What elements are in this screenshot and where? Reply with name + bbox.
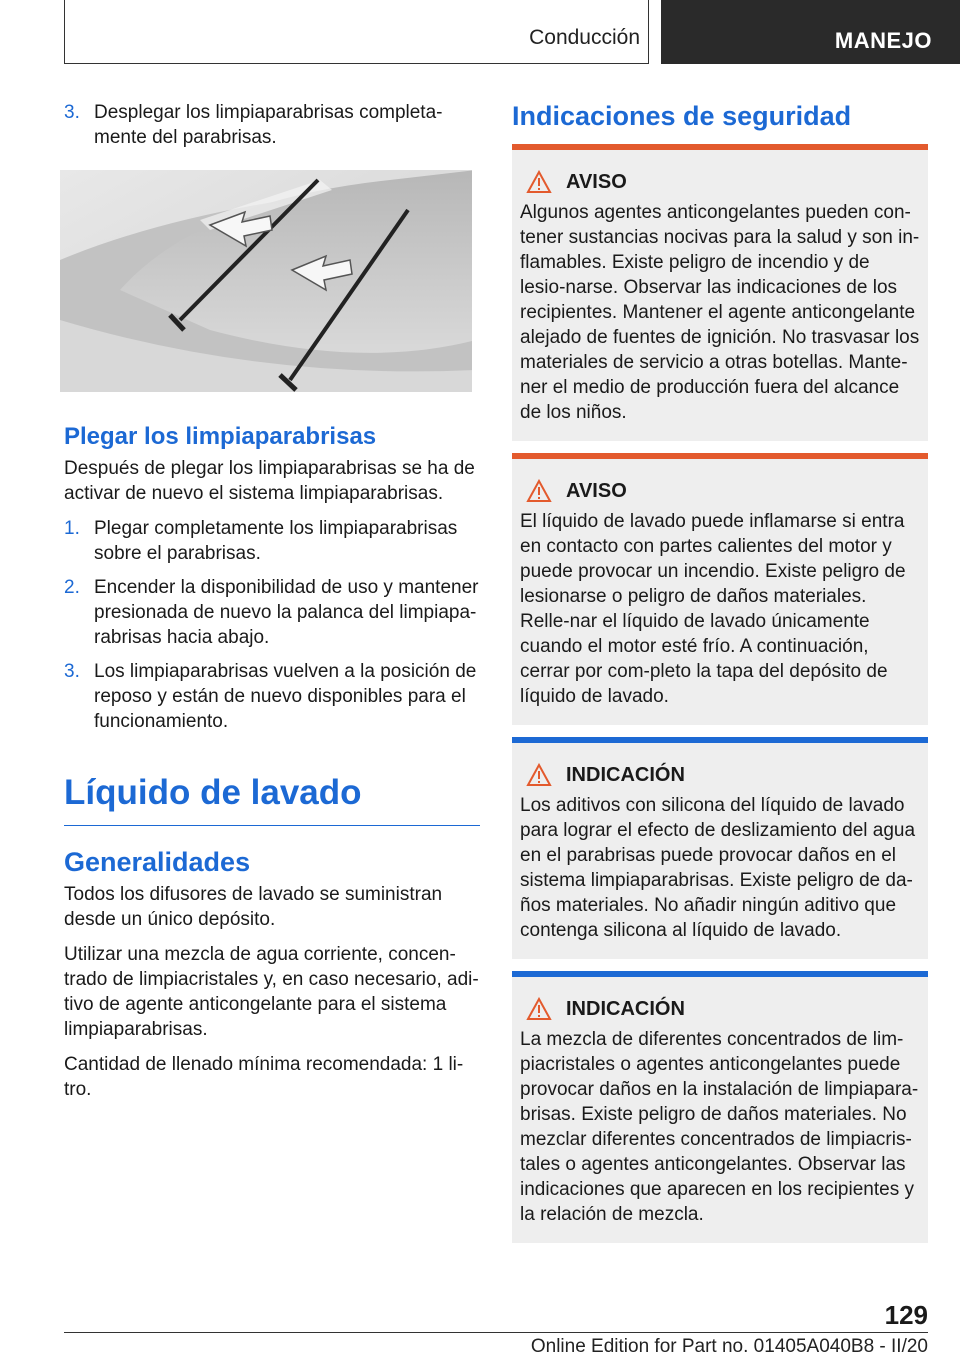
paragraph: Utilizar una mezcla de agua corriente, concen-trado de limpiacristales y, en caso necesario, adi-tivo de agente anticongelante para el sistema limpiaparabrisas. xyxy=(64,944,479,1040)
safety-heading: Indicaciones de seguridad xyxy=(512,101,852,131)
notice-text: Algunos agentes anticongelantes pueden con-tener sustancias nocivas para la salud y son in-flamables. Existe peligro de incendio y de lesio-narse. Observar las indicaciones de los recipientes. Mantener el agente anticongelante alejado de fuentes de ignición. No trasvasar los materiales de servicio a otras botellas. Mante-ner el medio de producción fuera del alcance de los niños. xyxy=(520,202,920,423)
footer-edition: Online Edition for Part no. 01405A040B8 - II/20 xyxy=(530,1336,928,1357)
step-text: Desplegar los limpiaparabrisas completa-mente del parabrisas. xyxy=(94,102,443,148)
notice-title: AVISO xyxy=(566,479,627,502)
section-title: Conducción xyxy=(529,26,640,49)
step-number: 1. xyxy=(64,518,80,539)
left-column xyxy=(64,100,480,1112)
step-number: 2. xyxy=(64,577,80,598)
chapter-tab xyxy=(661,0,960,64)
step-text: Plegar completamente los limpiaparabrisas sobre el parabrisas. xyxy=(94,518,458,564)
info-notice xyxy=(512,971,928,1243)
step-text: Los limpiaparabrisas vuelven a la posición de reposo y están de nuevo disponibles para el funcionamiento. xyxy=(94,661,477,732)
fold-wipers-intro: Después de plegar los limpiaparabrisas se ha de activar de nuevo el sistema limpiaparabrisas. xyxy=(64,458,475,504)
wiper-illustration xyxy=(60,170,472,392)
warning-triangle-icon xyxy=(526,763,552,787)
header-rule-left xyxy=(64,0,65,64)
warning-notice xyxy=(512,144,928,441)
warning-triangle-icon xyxy=(526,997,552,1021)
step-text: Encender la disponibilidad de uso y mantener presionada de nuevo la palanca del limpiapa-rabrisas hacia abajo. xyxy=(94,577,479,648)
warning-notice xyxy=(512,453,928,725)
header-rule-bottom xyxy=(64,63,648,64)
chapter-tab-label: MANEJO xyxy=(834,28,932,53)
header-rule-divider xyxy=(648,0,649,64)
page-number: 129 xyxy=(884,1300,928,1330)
warning-triangle-icon xyxy=(526,479,552,503)
notice-title: INDICACIÓN xyxy=(566,763,685,786)
list-item xyxy=(64,100,480,150)
paragraph: Cantidad de llenado mínima recomendada: 1 li-tro. xyxy=(64,1054,464,1100)
info-notice xyxy=(512,737,928,959)
step-number: 3. xyxy=(64,661,80,682)
notice-title: INDICACIÓN xyxy=(566,997,685,1020)
step-number: 3. xyxy=(64,102,80,123)
right-column xyxy=(512,100,928,1243)
warning-triangle-icon xyxy=(526,170,552,194)
footer-rule xyxy=(64,1332,928,1333)
paragraph: Todos los difusores de lavado se suministran desde un único depósito. xyxy=(64,884,443,930)
notice-text: La mezcla de diferentes concentrados de lim-piacristales o agentes anticongelantes puede provocar daños en la instalación de limpiapara-brisas. Existe peligro de daños materiales. No mezclar diferentes concentrados de limpiacris-tales o agentes anticongelantes. Observar las indicaciones que aparecen en los recipientes y la relación de mezcla. xyxy=(520,1029,919,1225)
general-heading: Generalidades xyxy=(64,847,251,877)
notice-text: Los aditivos con silicona del líquido de lavado para lograr el efecto de deslizamiento del agua en el parabrisas puede provocar daños en el sistema limpiaparabrisas. Existe peligro de da-ños materiales. No añadir ningún aditivo que contenga silicona al líquido de lavado. xyxy=(520,795,916,941)
list-item xyxy=(64,575,480,650)
list-item xyxy=(64,659,480,734)
washer-fluid-heading: Líquido de lavado xyxy=(64,771,480,826)
fold-wipers-heading: Plegar los limpiaparabrisas xyxy=(64,423,377,450)
notice-text: El líquido de lavado puede inflamarse si entra en contacto con partes calientes del motor y puede provocar un incendio. Existe peligro de lesionarse o peligro de daños materiales. Relle-nar el líquido de lavado únicamente cuando el motor esté frío. A continuación, cerrar por com-pleto la tapa del depósito de líquido de lavado. xyxy=(520,511,906,707)
notice-title: AVISO xyxy=(566,170,627,193)
list-item xyxy=(64,516,480,566)
